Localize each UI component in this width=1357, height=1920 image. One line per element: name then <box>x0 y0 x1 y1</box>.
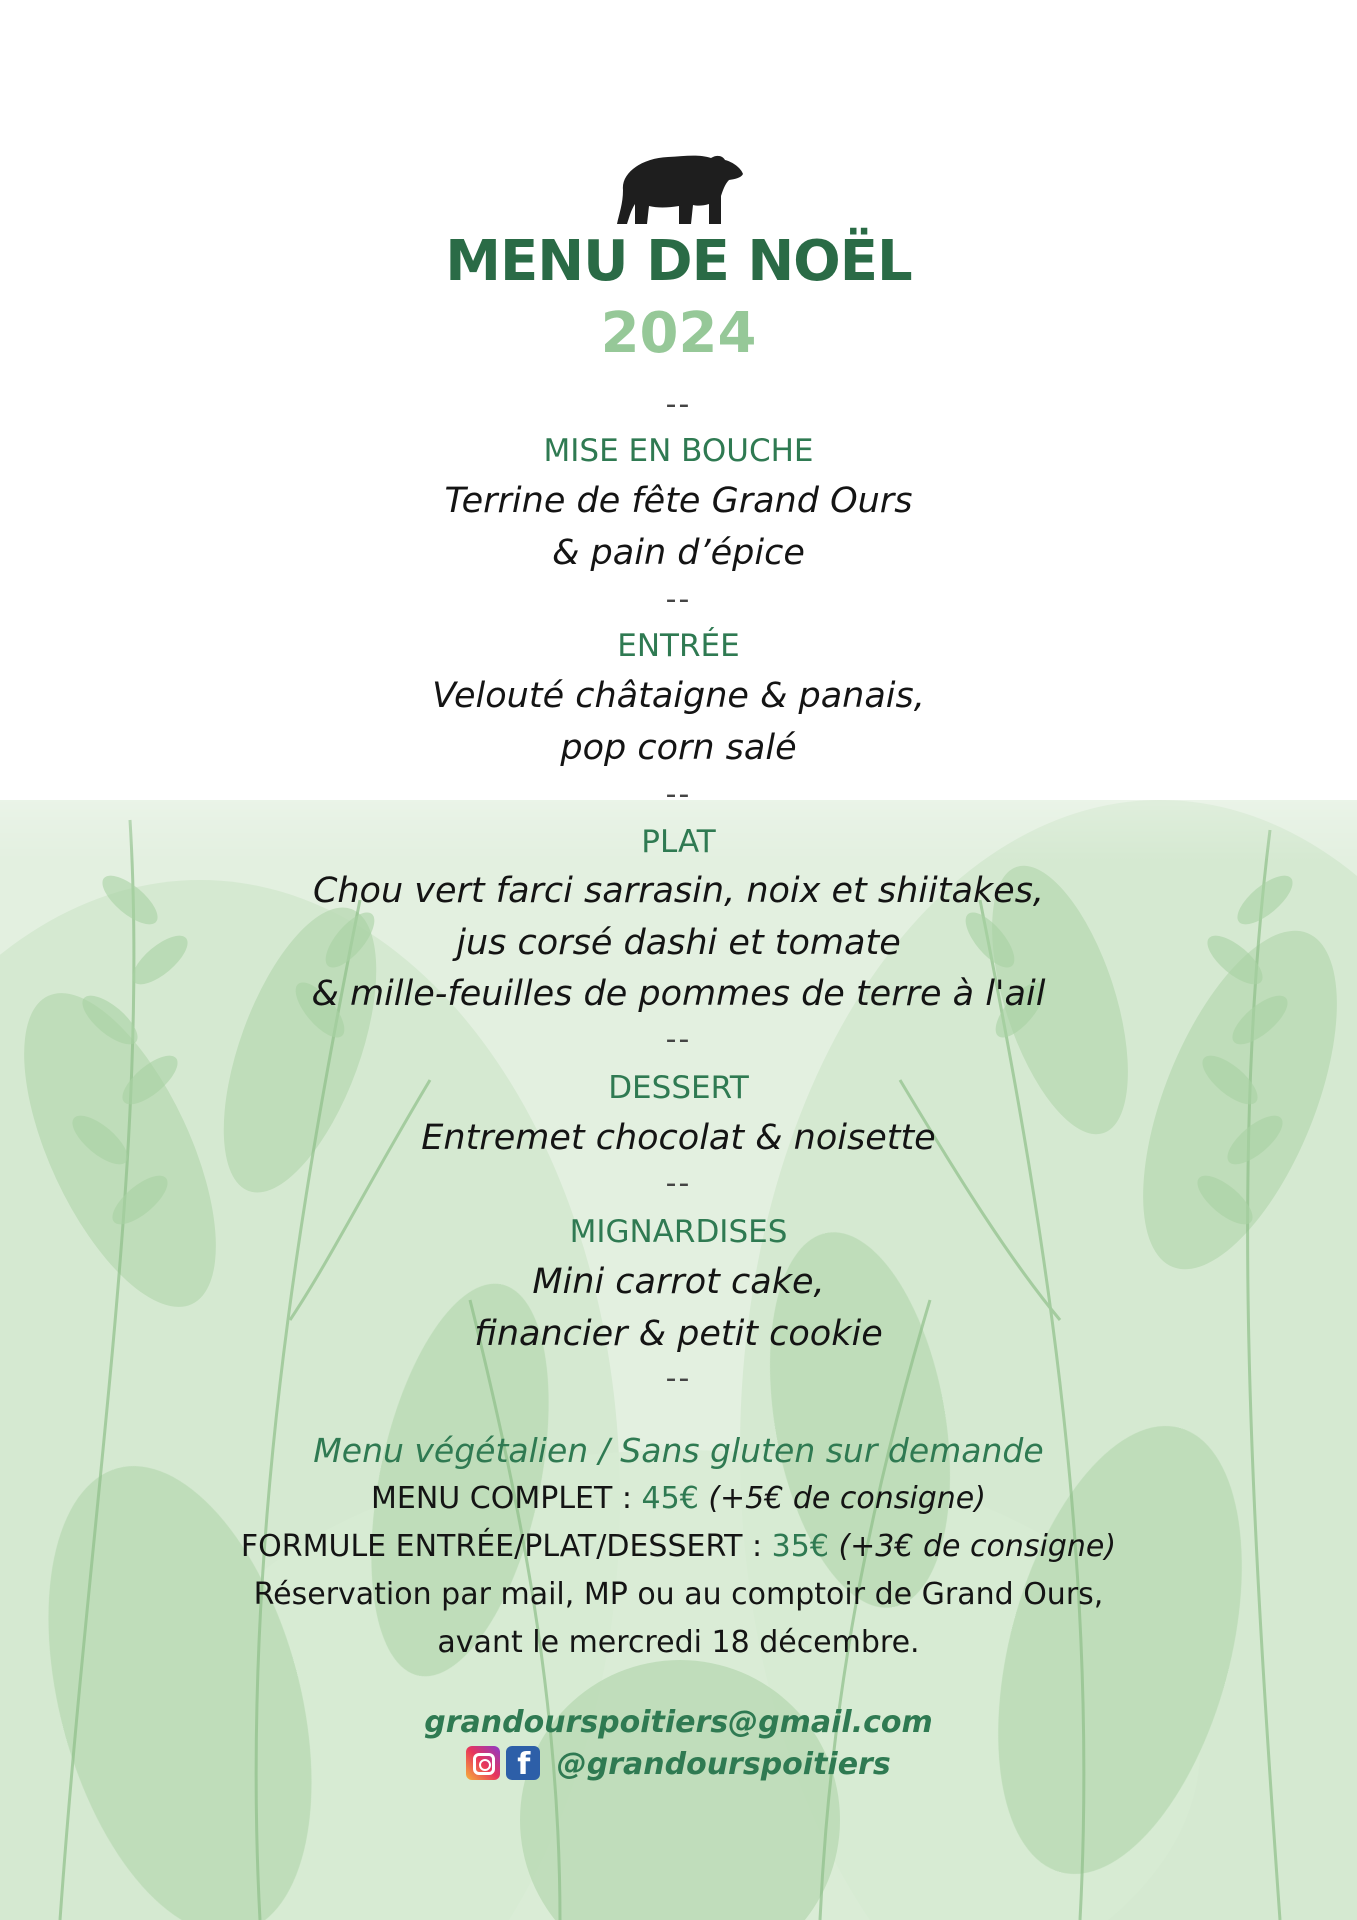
dish-line: pop corn salé <box>560 728 797 768</box>
separator: -- <box>665 1166 692 1201</box>
separator: -- <box>665 582 692 617</box>
section-heading-entree: ENTRÉE <box>617 628 740 664</box>
dish-line: Mini carrot cake, <box>532 1262 825 1302</box>
dish-line: & pain d’épice <box>552 533 805 573</box>
section-heading-dessert: DESSERT <box>608 1070 749 1106</box>
dish-line: Entremet chocolat & noisette <box>421 1118 936 1158</box>
bear-icon <box>613 150 746 230</box>
menu-complet-price-line <box>0 1476 1357 1522</box>
social-handle-row <box>0 1744 1357 1786</box>
section-heading-plat: PLAT <box>641 824 716 860</box>
menu-complet-consigne: (+5€ de consigne) <box>708 1481 986 1516</box>
formule-price-line <box>0 1524 1357 1570</box>
formule-consigne: (+3€ de consigne) <box>838 1529 1117 1564</box>
dish-line: Chou vert farci sarrasin, noix et shiitakes, <box>312 871 1045 911</box>
dietary-note: Menu végétalien / Sans gluten sur demande <box>313 1431 1044 1470</box>
menu-year: 2024 <box>600 301 757 366</box>
separator: -- <box>665 387 692 422</box>
menu-complet-label: MENU COMPLET : <box>371 1481 632 1516</box>
contact-email[interactable]: grandourspoitiers@gmail.com <box>424 1705 933 1740</box>
section-heading-mignardises: MIGNARDISES <box>569 1214 788 1250</box>
separator: -- <box>665 1361 692 1396</box>
dish-line: & mille-feuilles de pommes de terre à l'ail <box>311 974 1046 1014</box>
dish-line: Velouté châtaigne & panais, <box>432 676 925 716</box>
social-handle[interactable]: @grandourspoitiers <box>556 1747 891 1782</box>
facebook-icon[interactable] <box>506 1746 540 1780</box>
menu-title: MENU DE NOËL <box>445 229 912 294</box>
reservation-deadline: avant le mercredi 18 décembre. <box>437 1625 920 1660</box>
formule-price: 35€ <box>771 1529 829 1564</box>
separator: -- <box>665 777 692 812</box>
reservation-line: Réservation par mail, MP ou au comptoir de Grand Ours, <box>253 1577 1104 1612</box>
dish-line: Terrine de fête Grand Ours <box>444 481 913 521</box>
separator: -- <box>665 1022 692 1057</box>
dish-line: financier & petit cookie <box>474 1314 883 1354</box>
section-heading-mise-en-bouche: MISE EN BOUCHE <box>543 433 814 469</box>
instagram-icon[interactable] <box>466 1746 500 1780</box>
formule-label: FORMULE ENTRÉE/PLAT/DESSERT : <box>240 1529 763 1564</box>
menu-complet-price: 45€ <box>641 1481 699 1516</box>
dish-line: jus corsé dashi et tomate <box>456 923 901 963</box>
